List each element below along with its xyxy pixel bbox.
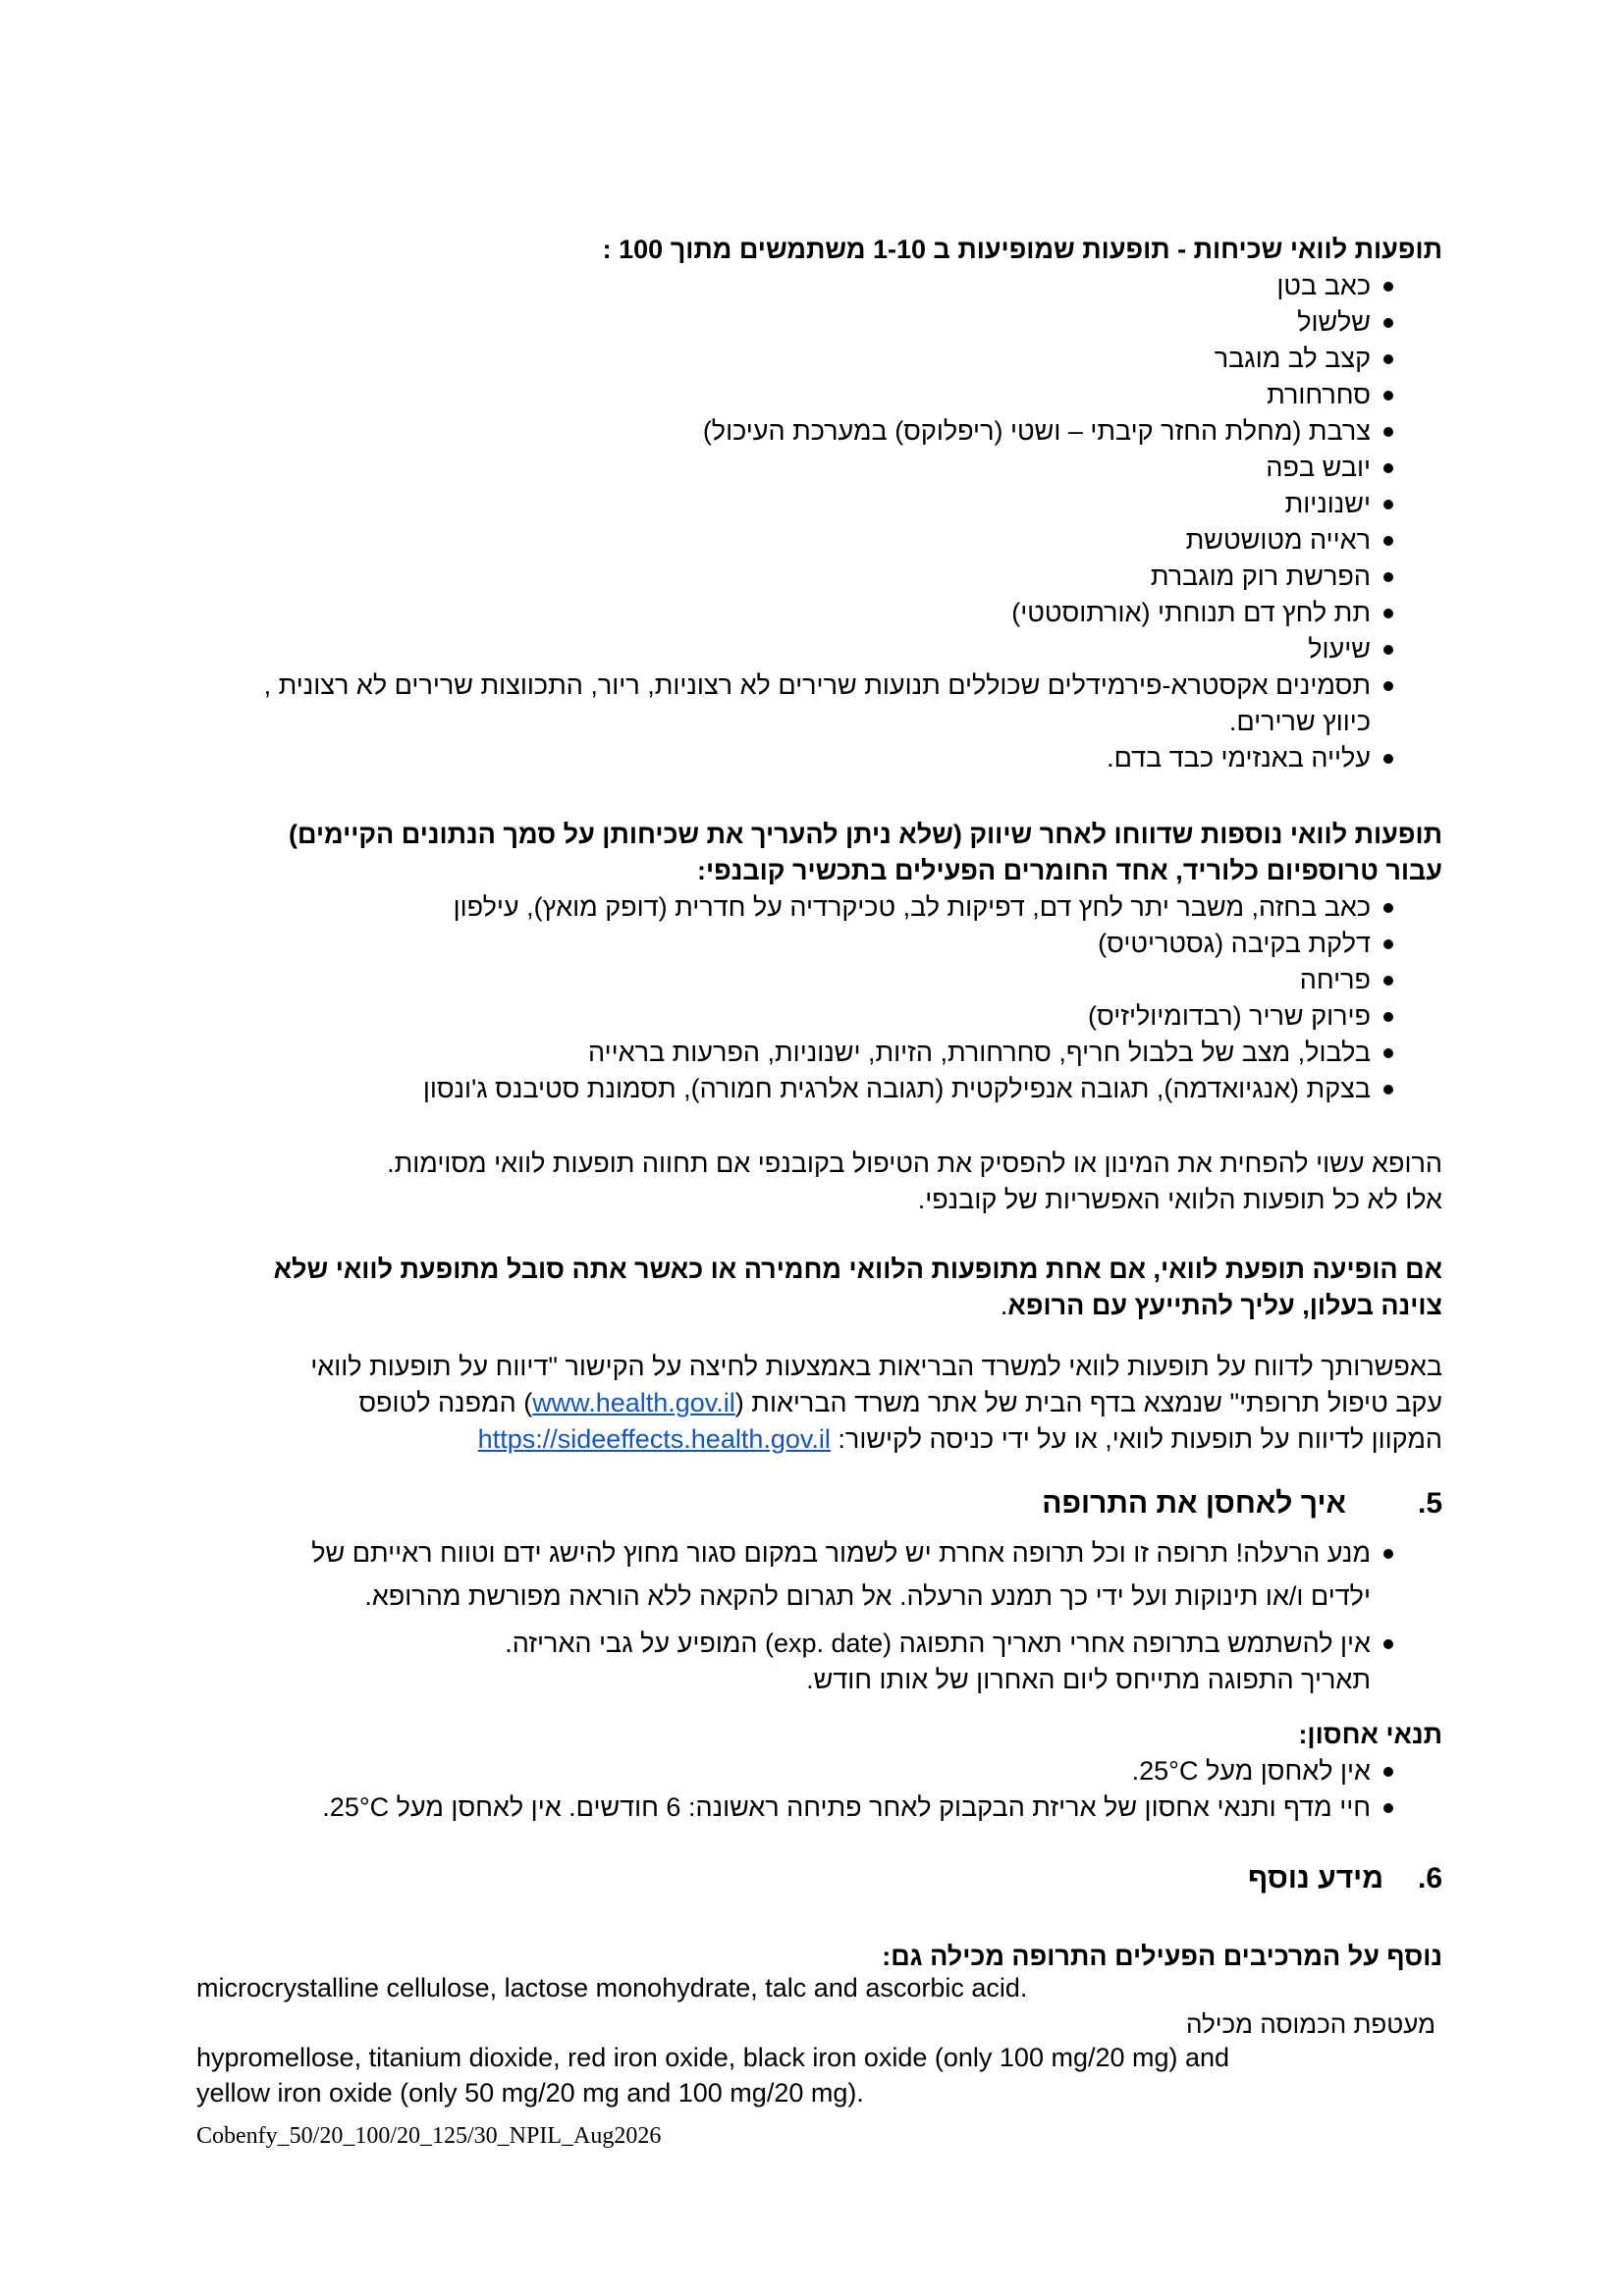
consult-doctor-warning — [176, 1252, 1442, 1324]
list-item: פירוק שריר (רבדומיוליזיס) — [176, 998, 1442, 1035]
list-item: ישנוניות — [176, 486, 1442, 522]
coating-label: מעטפת הכמוסה מכילה — [1186, 2009, 1435, 2039]
list-item: כאב בטן — [176, 268, 1442, 304]
common-side-effects-section — [176, 232, 1442, 776]
post-marketing-title: תופעות לוואי נוספות שדווחו לאחר שיווק (שלא ניתן להעריך את שכיחותן על סמך הנתונים הקיימים) — [289, 820, 1442, 849]
list-item: יובש בפה — [176, 450, 1442, 486]
coating-ingredients — [196, 2040, 1443, 2110]
bullet-icon — [1383, 572, 1393, 582]
common-side-effects-list — [176, 268, 1442, 776]
bullet-icon — [1383, 976, 1393, 986]
bullet-icon — [1383, 318, 1393, 328]
warning-line: אם הופיעה תופעת לוואי, אם אחת מתופעות הלוואי מחמירה או כאשר אתה סובל מתופעת לוואי שלא — [273, 1255, 1442, 1284]
reporting-line: עקב טיפול תרופתי" שנמצא בדף הבית של אתר משרד הבריאות (www.health.gov.il) המפנה לטופס — [358, 1388, 1442, 1417]
doctor-note-line: אלו לא כל תופעות הלוואי האפשריות של קובנפי. — [917, 1185, 1442, 1214]
bullet-icon — [1383, 282, 1393, 292]
bullet-icon — [1383, 1085, 1393, 1095]
post-marketing-section — [176, 817, 1442, 1107]
bullet-icon — [1383, 903, 1393, 913]
list-item: דלקת בקיבה (גסטריטיס) — [176, 926, 1442, 962]
list-item: עלייה באנזימי כבד בדם. — [176, 740, 1442, 776]
reporting-line: המקוון לדיווח על תופעות לוואי, או על ידי כניסה לקישור: https://sideeffects.health.gov.il — [477, 1424, 1442, 1454]
coating-line: hypromellose, titanium dioxide, red iron oxide, black iron oxide (only 100 mg/20 mg) and — [196, 2043, 1230, 2072]
doctor-note — [176, 1146, 1442, 1218]
list-item: חיי מדף ותנאי אחסון של אריזת הבקבוק לאחר פתיחה ראשונה: 6 חודשים. אין לאחסן מעל 25°C. — [48, 1789, 1442, 1826]
bullet-icon — [1383, 754, 1393, 764]
bullet-icon — [1383, 681, 1393, 691]
storage-conditions-list — [48, 1753, 1442, 1826]
storage-instructions-list — [48, 1531, 1442, 1698]
ingredients-core: microcrystalline cellulose, lactose monohydrate, talc and ascorbic acid. — [196, 1973, 1028, 2002]
reporting-paragraph — [176, 1349, 1442, 1458]
section-title: איך לאחסן את התרופה — [1042, 1487, 1346, 1520]
post-marketing-list — [176, 889, 1442, 1107]
bullet-icon — [1383, 463, 1393, 473]
list-item: הפרשת רוק מוגברת — [176, 559, 1442, 595]
bullet-icon — [1383, 427, 1393, 437]
bullet-icon — [1383, 645, 1393, 655]
section-title: מידע נוסף — [1247, 1862, 1383, 1895]
side-effects-report-link[interactable]: https://sideeffects.health.gov.il — [477, 1424, 831, 1454]
bullet-icon — [1383, 354, 1393, 364]
list-item: סחרחורת — [176, 377, 1442, 413]
coating-line: yellow iron oxide (only 50 mg/20 mg and 100 mg/20 mg). — [196, 2078, 864, 2108]
section-5-heading — [176, 1484, 1442, 1523]
list-item: תסמינים אקסטרא-פירמידלים שכוללים תנועות שרירים לא רצוניות, ריור, התכווצות שרירים לא רצונית , כיווץ שרירים. — [242, 667, 1442, 740]
bullet-icon — [1383, 1012, 1393, 1022]
list-item: ראייה מטושטשת — [176, 522, 1442, 559]
health-ministry-link[interactable]: www.health.gov.il — [532, 1388, 735, 1417]
bullet-icon — [1383, 1048, 1393, 1058]
doctor-note-line: הרופא עשוי להפחית את המינון או להפסיק את הטיפול בקובנפי אם תחווה תופעות לוואי מסוימות. — [387, 1148, 1442, 1178]
bullet-icon — [1383, 536, 1393, 546]
list-item: מנע הרעלה! תרופה זו וכל תרופה אחרת יש לשמור במקום סגור מחוץ להישג ידם וטווח ראייתם של ילדים ו/או תינוקות ועל ידי כך תמנע הרעלה. אל תגרום להקאה ללא הוראה מפורשת מהרופא. — [48, 1531, 1442, 1618]
bullet-icon — [1383, 1549, 1393, 1559]
post-marketing-subtitle: עבור טרוספיום כלוריד, אחד החומרים הפעילים בתכשיר קובנפי: — [697, 856, 1442, 885]
coating-label-block — [169, 2006, 1435, 2043]
list-item: שיעול — [176, 631, 1442, 667]
list-item: אין להשתמש בתרופה אחרי תאריך התפוגה (exp. date) המופיע על גבי האריזה. תאריך התפוגה מתייחס ליום האחרון של אותו חודש. — [48, 1626, 1442, 1698]
section-6-heading — [176, 1859, 1442, 1898]
bullet-icon — [1383, 609, 1393, 618]
list-item: בצקת (אנגיואדמה), תגובה אנפילקטית (תגובה אלרגית חמורה), תסמונת סטיבנס ג'ונסון — [176, 1071, 1442, 1107]
ingredients-title: נוסף על המרכיבים הפעילים התרופה מכילה גם: — [882, 1942, 1442, 1971]
bullet-icon — [1383, 391, 1393, 400]
storage-instructions — [48, 1531, 1442, 1698]
list-item: צרבת (מחלת החזר קיבתי – ושטי (ריפלוקס) במערכת העיכול) — [176, 413, 1442, 450]
warning-line: צוינה בעלון, עליך להתייעץ עם הרופא. — [1000, 1291, 1442, 1320]
list-item: בלבול, מצב של בלבול חריף, סחרחורת, הזיות, ישנוניות, הפרעות בראייה — [176, 1035, 1442, 1071]
bullet-icon — [1383, 1767, 1393, 1777]
bullet-icon — [1383, 500, 1393, 509]
section-number: 6. — [1417, 1862, 1442, 1895]
storage-conditions — [48, 1717, 1442, 1826]
storage-conditions-title: תנאי אחסון: — [1298, 1720, 1442, 1749]
section-number: 5. — [1417, 1487, 1442, 1520]
reporting-line: באפשרותך לדווח על תופעות לוואי למשרד הבריאות באמצעות לחיצה על הקישור "דיווח על תופעות לוואי — [310, 1352, 1442, 1381]
bullet-icon — [1383, 1803, 1393, 1813]
document-footer: Cobenfy_50/20_100/20_125/30_NPIL_Aug2026 — [196, 2123, 662, 2149]
list-item: קצב לב מוגבר — [176, 341, 1442, 377]
list-item: פריחה — [176, 962, 1442, 998]
list-item: תת לחץ דם תנוחתי (אורתוסטטי) — [176, 595, 1442, 631]
list-item: שלשול — [176, 304, 1442, 341]
common-side-effects-title: תופעות לוואי שכיחות - תופעות שמופיעות ב 1-10 משתמשים מתוך 100 : — [602, 235, 1442, 264]
list-item: אין לאחסן מעל 25°C. — [48, 1753, 1442, 1789]
bullet-icon — [1383, 939, 1393, 949]
list-item: כאב בחזה, משבר יתר לחץ דם, דפיקות לב, טכיקרדיה על חדרית (דופק מואץ), עילפון — [176, 889, 1442, 926]
bullet-icon — [1383, 1639, 1393, 1649]
